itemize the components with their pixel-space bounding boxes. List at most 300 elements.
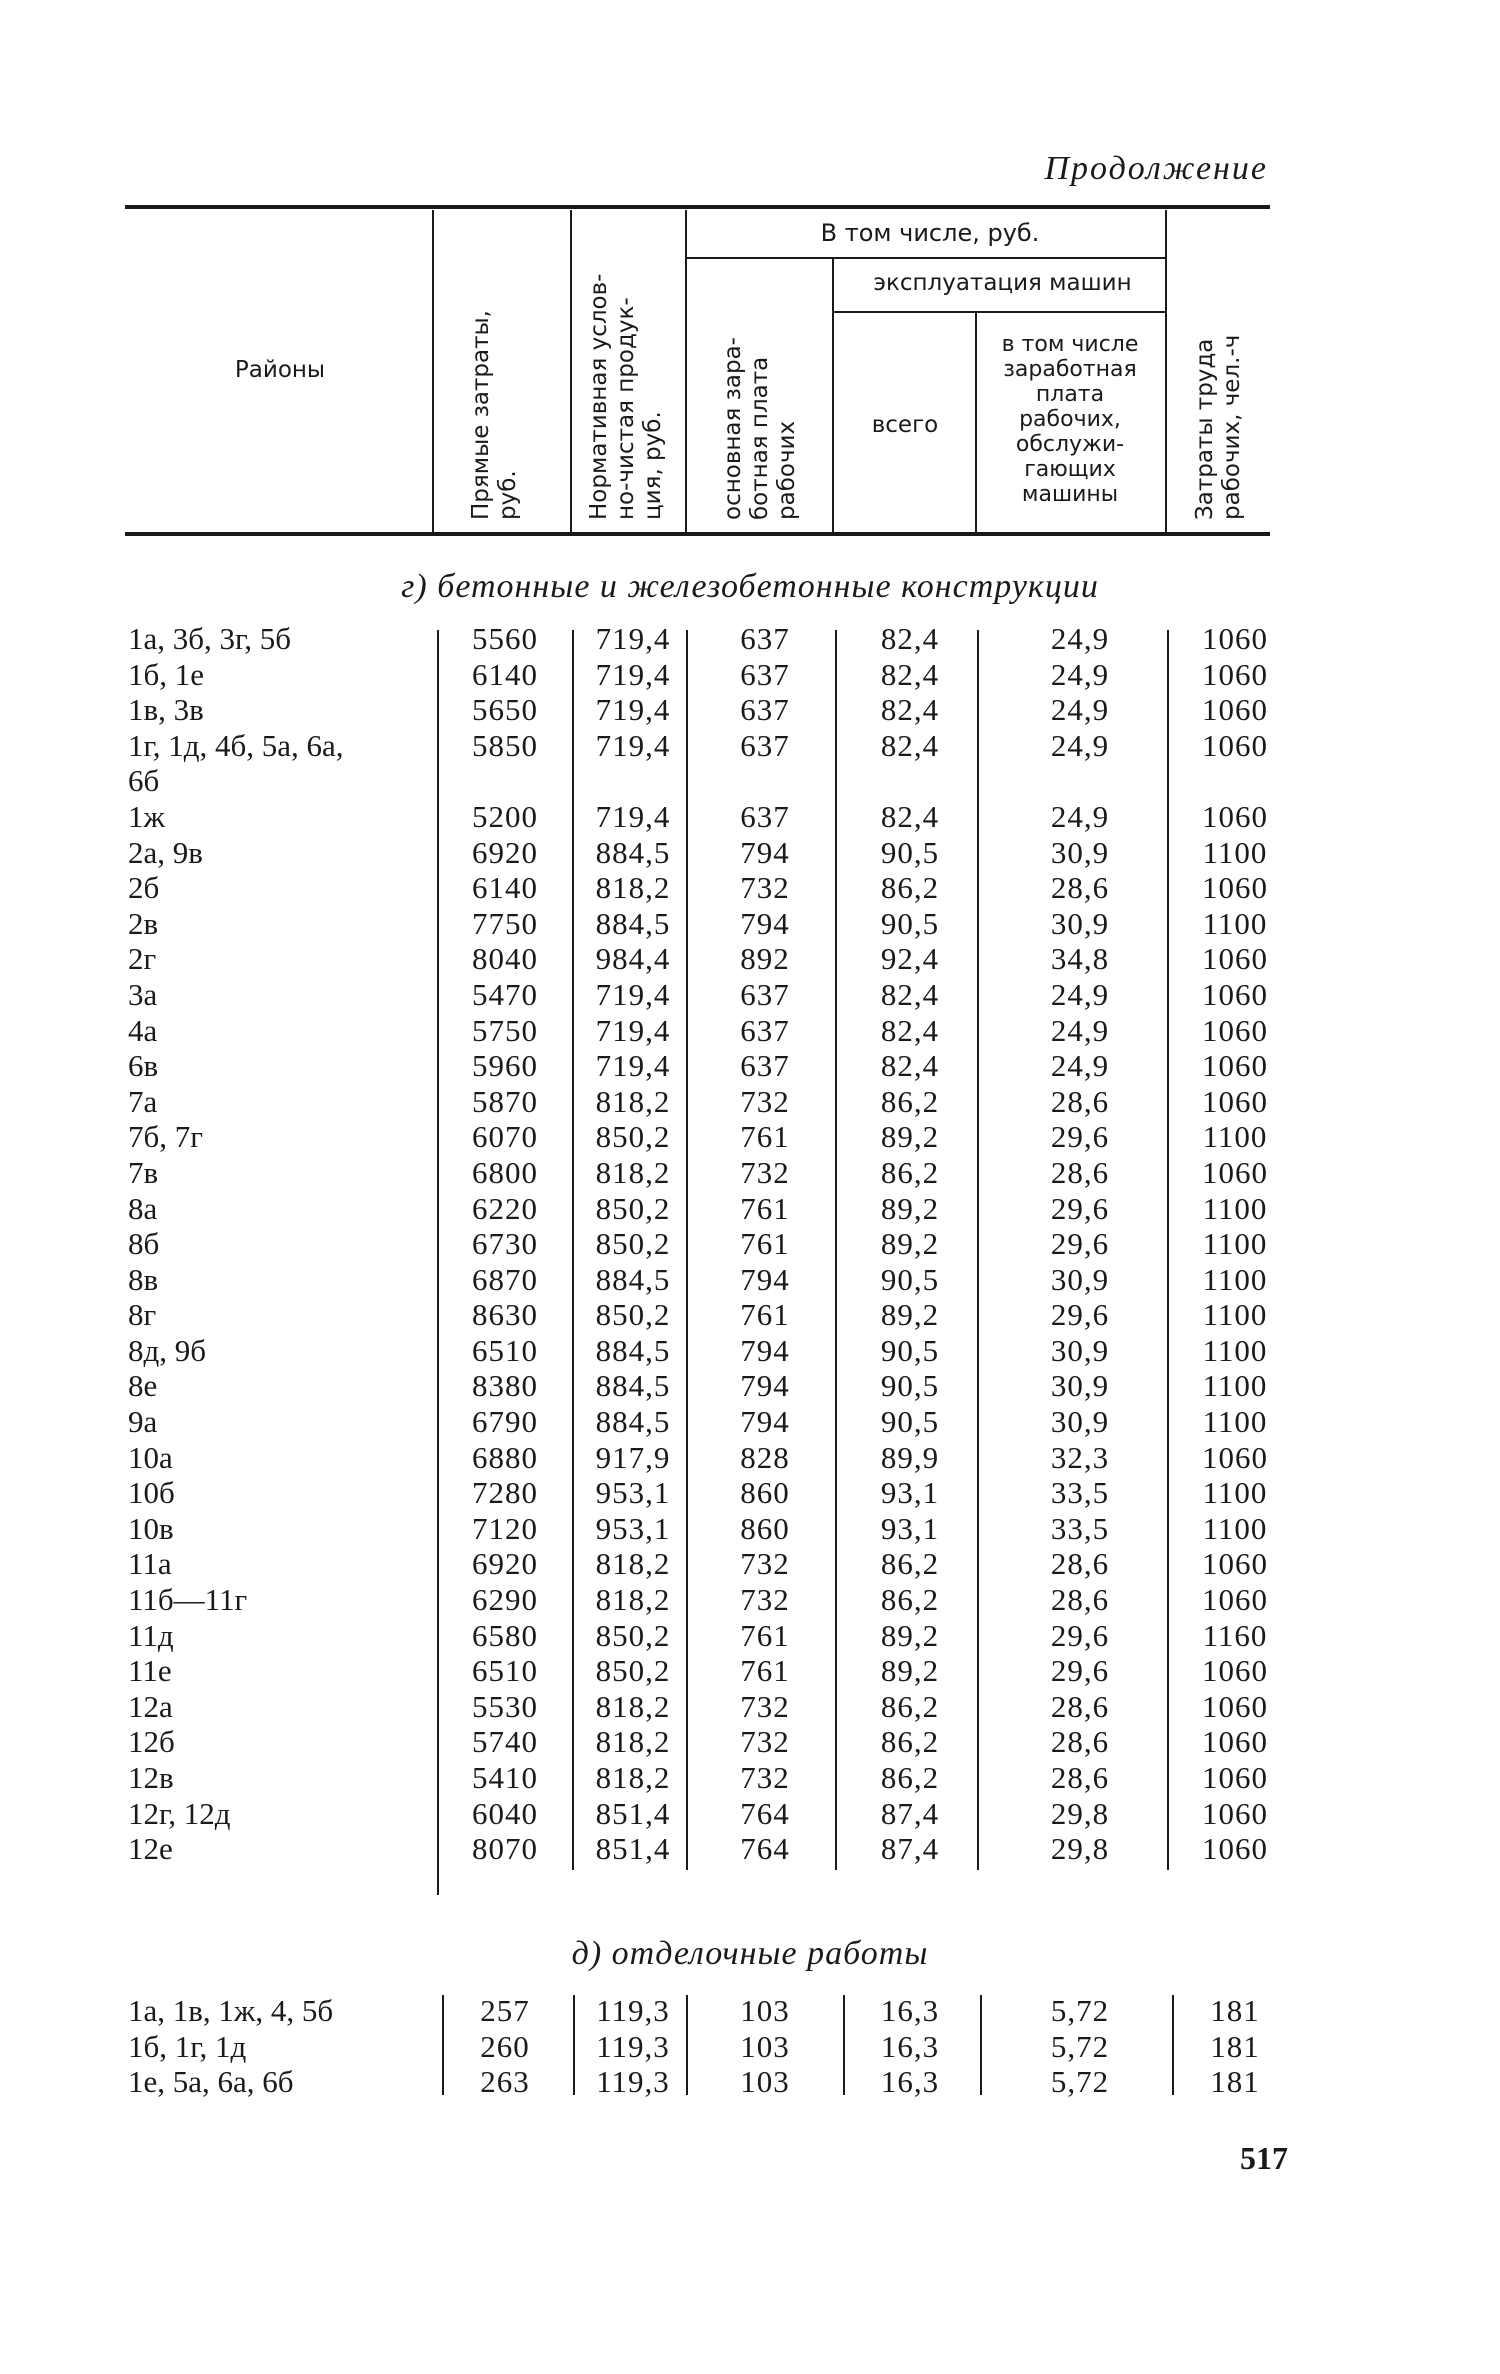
region-cell: 2в	[128, 905, 159, 941]
labor-costs-cell: 1060	[1202, 1688, 1268, 1724]
region-cell: 8е	[128, 1368, 158, 1404]
base-wages-cell: 637	[740, 798, 790, 834]
normative-output-cell: 884,5	[595, 905, 671, 941]
machine-total-cell: 90,5	[880, 905, 940, 941]
operator-wages-cell: 5,72	[1050, 2064, 1110, 2100]
normative-output-cell: 851,4	[595, 1795, 671, 1831]
direct-costs-cell: 8040	[472, 941, 538, 977]
machine-total-cell: 90,5	[880, 1261, 940, 1297]
direct-costs-cell: 6070	[472, 1119, 538, 1155]
normative-output-cell: 953,1	[595, 1475, 671, 1511]
machine-total-cell: 87,4	[880, 1831, 940, 1867]
operator-wages-cell: 30,9	[1050, 834, 1110, 870]
normative-output-cell: 884,5	[595, 834, 671, 870]
machine-total-cell: 86,2	[880, 1582, 940, 1618]
normative-output-cell: 850,2	[595, 1297, 671, 1333]
direct-costs-cell: 6920	[472, 834, 538, 870]
region-cell: 12б	[128, 1724, 175, 1760]
labor-costs-cell: 1060	[1202, 1831, 1268, 1867]
machine-total-cell: 86,2	[880, 1083, 940, 1119]
labor-costs-cell: 1100	[1202, 1475, 1268, 1511]
machine-total-cell: 86,2	[880, 1154, 940, 1190]
region-cell: 1а, 3б, 3г, 5б	[128, 621, 292, 656]
table-row	[0, 1404, 1500, 1440]
normative-output-cell: 818,2	[595, 1760, 671, 1795]
table-row	[0, 621, 1500, 657]
labor-costs-cell: 1060	[1202, 1582, 1268, 1618]
operator-wages-cell: 24,9	[1050, 656, 1110, 692]
base-wages-cell: 794	[740, 1332, 790, 1368]
region-cell: 6в	[128, 1048, 159, 1084]
region-cell: 8б	[128, 1226, 160, 1262]
operator-wages-cell: 29,8	[1050, 1795, 1110, 1831]
normative-output-cell: 850,2	[595, 1226, 671, 1262]
machine-total-cell: 90,5	[880, 1404, 940, 1440]
table-row	[0, 728, 1500, 799]
header-direct-costs: Прямые затраты, руб.	[468, 310, 521, 520]
base-wages-cell: 637	[740, 656, 790, 692]
table-row	[0, 657, 1500, 693]
direct-costs-cell: 5870	[472, 1083, 538, 1119]
labor-costs-cell: 1060	[1202, 1083, 1268, 1119]
normative-output-cell: 818,2	[595, 1688, 671, 1724]
direct-costs-cell: 5960	[472, 1048, 538, 1084]
region-cell: 1ж	[128, 798, 165, 834]
normative-output-cell: 719,4	[595, 976, 671, 1012]
labor-costs-cell: 1060	[1202, 1653, 1268, 1689]
machine-total-cell: 16,3	[880, 1993, 940, 2028]
base-wages-cell: 732	[740, 1546, 790, 1582]
machine-total-cell: 16,3	[880, 2064, 940, 2100]
operator-wages-cell: 28,6	[1050, 1083, 1110, 1119]
header-top-rule	[125, 205, 1270, 209]
base-wages-cell: 892	[740, 941, 790, 977]
normative-output-cell: 884,5	[595, 1261, 671, 1297]
machine-total-cell: 82,4	[880, 798, 940, 834]
base-wages-cell: 637	[740, 727, 790, 763]
table-row	[0, 1582, 1500, 1618]
base-wages-cell: 732	[740, 1760, 790, 1795]
table-row	[0, 977, 1500, 1013]
labor-costs-cell: 1060	[1202, 870, 1268, 906]
labor-costs-cell: 1060	[1202, 656, 1268, 692]
machine-total-cell: 89,2	[880, 1119, 940, 1155]
base-wages-cell: 828	[740, 1439, 790, 1475]
normative-output-cell: 851,4	[595, 1831, 671, 1867]
header-machine-operation: эксплуатация машин	[873, 270, 1132, 296]
base-wages-cell: 761	[740, 1297, 790, 1333]
machine-total-cell: 82,4	[880, 976, 940, 1012]
direct-costs-cell: 6510	[472, 1653, 538, 1689]
direct-costs-cell: 6040	[472, 1795, 538, 1831]
normative-output-cell: 884,5	[595, 1368, 671, 1404]
direct-costs-cell: 8070	[472, 1831, 538, 1867]
direct-costs-cell: 6140	[472, 656, 538, 692]
region-cell: 8д, 9б	[128, 1332, 207, 1368]
header-divider	[975, 312, 977, 532]
normative-output-cell: 884,5	[595, 1404, 671, 1440]
header-divider	[432, 210, 434, 532]
normative-output-cell: 818,2	[595, 1083, 671, 1119]
machine-total-cell: 89,2	[880, 1653, 940, 1689]
labor-costs-cell: 1060	[1202, 1795, 1268, 1831]
machine-total-cell: 86,2	[880, 870, 940, 906]
normative-output-cell: 719,4	[595, 692, 671, 728]
labor-costs-cell: 1100	[1202, 1297, 1268, 1333]
normative-output-cell: 119,3	[596, 1993, 670, 2028]
table-row	[0, 1013, 1500, 1049]
table-row	[0, 1724, 1500, 1760]
normative-output-cell: 818,2	[595, 1724, 671, 1760]
operator-wages-cell: 30,9	[1050, 1261, 1110, 1297]
labor-costs-cell: 181	[1210, 1993, 1260, 2028]
machine-total-cell: 87,4	[880, 1795, 940, 1831]
base-wages-cell: 732	[740, 1582, 790, 1618]
machine-total-cell: 86,2	[880, 1724, 940, 1760]
table-row	[0, 1760, 1500, 1796]
direct-costs-cell: 6790	[472, 1404, 538, 1440]
operator-wages-cell: 29,8	[1050, 1831, 1110, 1867]
operator-wages-cell: 33,5	[1050, 1475, 1110, 1511]
base-wages-cell: 732	[740, 870, 790, 906]
table-row	[0, 1618, 1500, 1654]
table-row	[0, 1511, 1500, 1547]
region-cell: 7б, 7г	[128, 1119, 203, 1155]
region-cell: 3а	[128, 976, 158, 1012]
base-wages-cell: 764	[740, 1795, 790, 1831]
region-cell: 8в	[128, 1261, 159, 1297]
machine-total-cell: 89,2	[880, 1617, 940, 1653]
labor-costs-cell: 181	[1210, 2064, 1260, 2100]
base-wages-cell: 761	[740, 1190, 790, 1226]
operator-wages-cell: 32,3	[1050, 1439, 1110, 1475]
header-operator-wages: в том числе заработная плата рабочих, обслужи- гающих машины	[1001, 332, 1139, 507]
machine-total-cell: 89,2	[880, 1297, 940, 1333]
region-cell: 12в	[128, 1760, 174, 1795]
operator-wages-cell: 28,6	[1050, 1154, 1110, 1190]
direct-costs-cell: 7280	[472, 1475, 538, 1511]
table-row	[0, 1993, 1500, 2029]
labor-costs-cell: 1100	[1202, 1332, 1268, 1368]
normative-output-cell: 719,4	[595, 798, 671, 834]
table-row	[0, 2029, 1500, 2065]
region-cell: 10б	[128, 1475, 175, 1511]
operator-wages-cell: 28,6	[1050, 1688, 1110, 1724]
base-wages-cell: 732	[740, 1688, 790, 1724]
direct-costs-cell: 5530	[472, 1688, 538, 1724]
page-number: 517	[1240, 2140, 1288, 2176]
region-cell: 8а	[128, 1190, 158, 1226]
machine-total-cell: 82,4	[880, 692, 940, 728]
machine-total-cell: 89,2	[880, 1226, 940, 1262]
continued-label: Продолжение	[1044, 150, 1268, 187]
operator-wages-cell: 29,6	[1050, 1653, 1110, 1689]
operator-wages-cell: 28,6	[1050, 1760, 1110, 1795]
operator-wages-cell: 30,9	[1050, 905, 1110, 941]
table-row	[0, 1119, 1500, 1155]
labor-costs-cell: 1060	[1202, 1439, 1268, 1475]
header-bottom-rule	[125, 532, 1270, 536]
normative-output-cell: 818,2	[595, 870, 671, 906]
labor-costs-cell: 1100	[1202, 1404, 1268, 1440]
labor-costs-cell: 1060	[1202, 727, 1268, 763]
machine-total-cell: 82,4	[880, 656, 940, 692]
normative-output-cell: 917,9	[595, 1439, 671, 1475]
base-wages-cell: 860	[740, 1510, 790, 1546]
table-row	[0, 692, 1500, 728]
machine-total-cell: 86,2	[880, 1546, 940, 1582]
region-cell: 9а	[128, 1404, 158, 1440]
labor-costs-cell: 1060	[1202, 692, 1268, 728]
labor-costs-cell: 1160	[1202, 1617, 1268, 1653]
labor-costs-cell: 1060	[1202, 941, 1268, 977]
operator-wages-cell: 24,9	[1050, 1048, 1110, 1084]
region-cell: 12а	[128, 1688, 173, 1724]
table-row	[0, 1475, 1500, 1511]
labor-costs-cell: 1060	[1202, 1012, 1268, 1048]
normative-output-cell: 850,2	[595, 1617, 671, 1653]
table-row	[0, 1191, 1500, 1227]
operator-wages-cell: 28,6	[1050, 1582, 1110, 1618]
machine-total-cell: 89,2	[880, 1190, 940, 1226]
machine-total-cell: 86,2	[880, 1760, 940, 1795]
machine-total-cell: 92,4	[880, 941, 940, 977]
operator-wages-cell: 5,72	[1050, 2028, 1110, 2064]
table-row	[0, 1262, 1500, 1298]
normative-output-cell: 984,4	[595, 941, 671, 977]
machine-total-cell: 90,5	[880, 1332, 940, 1368]
direct-costs-cell: 6870	[472, 1261, 538, 1297]
labor-costs-cell: 1100	[1202, 1226, 1268, 1262]
labor-costs-cell: 1100	[1202, 905, 1268, 941]
direct-costs-cell: 6290	[472, 1582, 538, 1618]
normative-output-cell: 719,4	[595, 621, 671, 656]
normative-output-cell: 850,2	[595, 1119, 671, 1155]
normative-output-cell: 719,4	[595, 656, 671, 692]
header-divider	[832, 258, 834, 532]
normative-output-cell: 719,4	[595, 727, 671, 763]
region-cell: 4а	[128, 1012, 158, 1048]
direct-costs-cell: 260	[480, 2028, 530, 2064]
region-cell: 11д	[128, 1617, 174, 1653]
base-wages-cell: 103	[740, 2028, 790, 2064]
table-row	[0, 1297, 1500, 1333]
direct-costs-cell: 8380	[472, 1368, 538, 1404]
normative-output-cell: 818,2	[595, 1546, 671, 1582]
labor-costs-cell: 1060	[1202, 1724, 1268, 1760]
region-cell: 1г, 1д, 4б, 5а, 6а, 6б	[128, 727, 344, 799]
machine-total-cell: 90,5	[880, 1368, 940, 1404]
region-cell: 2б	[128, 870, 160, 906]
operator-wages-cell: 28,6	[1050, 1546, 1110, 1582]
operator-wages-cell: 30,9	[1050, 1368, 1110, 1404]
labor-costs-cell: 1060	[1202, 1546, 1268, 1582]
labor-costs-cell: 1100	[1202, 1190, 1268, 1226]
table-row	[0, 941, 1500, 977]
base-wages-cell: 103	[740, 2064, 790, 2100]
direct-costs-cell: 6220	[472, 1190, 538, 1226]
region-cell: 12г, 12д	[128, 1795, 231, 1831]
table-row	[0, 870, 1500, 906]
normative-output-cell: 719,4	[595, 1012, 671, 1048]
table-row	[0, 1440, 1500, 1476]
header-total: всего	[871, 412, 939, 438]
table-row	[0, 1796, 1500, 1832]
base-wages-cell: 860	[740, 1475, 790, 1511]
labor-costs-cell: 181	[1210, 2028, 1260, 2064]
region-cell: 2г	[128, 941, 157, 977]
operator-wages-cell: 24,9	[1050, 727, 1110, 763]
base-wages-cell: 794	[740, 1368, 790, 1404]
operator-wages-cell: 28,6	[1050, 870, 1110, 906]
labor-costs-cell: 1060	[1202, 976, 1268, 1012]
base-wages-cell: 794	[740, 1261, 790, 1297]
operator-wages-cell: 28,6	[1050, 1724, 1110, 1760]
normative-output-cell: 850,2	[595, 1190, 671, 1226]
direct-costs-cell: 5850	[472, 727, 538, 763]
base-wages-cell: 761	[740, 1653, 790, 1689]
direct-costs-cell: 263	[480, 2064, 530, 2100]
base-wages-cell: 637	[740, 976, 790, 1012]
operator-wages-cell: 30,9	[1050, 1332, 1110, 1368]
normative-output-cell: 884,5	[595, 1332, 671, 1368]
base-wages-cell: 761	[740, 1119, 790, 1155]
direct-costs-cell: 5650	[472, 692, 538, 728]
labor-costs-cell: 1100	[1202, 1261, 1268, 1297]
direct-costs-cell: 6140	[472, 870, 538, 906]
region-cell: 11а	[128, 1546, 172, 1582]
direct-costs-cell: 6800	[472, 1154, 538, 1190]
normative-output-cell: 719,4	[595, 1048, 671, 1084]
direct-costs-cell: 5750	[472, 1012, 538, 1048]
base-wages-cell: 637	[740, 1012, 790, 1048]
header-including-group: В том числе, руб.	[820, 219, 1040, 247]
table-row	[0, 1084, 1500, 1120]
base-wages-cell: 732	[740, 1154, 790, 1190]
machine-total-cell: 16,3	[880, 2028, 940, 2064]
table-row	[0, 1368, 1500, 1404]
direct-costs-cell: 6580	[472, 1617, 538, 1653]
direct-costs-cell: 7750	[472, 905, 538, 941]
operator-wages-cell: 24,9	[1050, 621, 1110, 656]
table-row	[0, 835, 1500, 871]
machine-total-cell: 82,4	[880, 1012, 940, 1048]
machine-total-cell: 90,5	[880, 834, 940, 870]
table-row	[0, 1155, 1500, 1191]
header-labor-costs: Затраты труда рабочих, чел.-ч	[1192, 334, 1245, 520]
base-wages-cell: 794	[740, 834, 790, 870]
header-regions: Районы	[234, 357, 326, 383]
base-wages-cell: 637	[740, 1048, 790, 1084]
table-row	[0, 906, 1500, 942]
table-row	[0, 1333, 1500, 1369]
header-subrule	[832, 311, 1165, 313]
table-row	[0, 1831, 1500, 1867]
machine-total-cell: 93,1	[880, 1510, 940, 1546]
labor-costs-cell: 1100	[1202, 1368, 1268, 1404]
table-row	[0, 1653, 1500, 1689]
base-wages-cell: 732	[740, 1724, 790, 1760]
table-row	[0, 1546, 1500, 1582]
normative-output-cell: 953,1	[595, 1510, 671, 1546]
region-cell: 12е	[128, 1831, 173, 1867]
header-divider	[1165, 210, 1167, 532]
base-wages-cell: 761	[740, 1226, 790, 1262]
table-row	[0, 2064, 1500, 2100]
direct-costs-cell: 6920	[472, 1546, 538, 1582]
region-cell: 11б—11г	[128, 1582, 248, 1618]
operator-wages-cell: 29,6	[1050, 1297, 1110, 1333]
normative-output-cell: 119,3	[596, 2028, 670, 2064]
direct-costs-cell: 5560	[472, 621, 538, 656]
operator-wages-cell: 33,5	[1050, 1510, 1110, 1546]
operator-wages-cell: 5,72	[1050, 1993, 1110, 2028]
base-wages-cell: 637	[740, 621, 790, 656]
base-wages-cell: 637	[740, 692, 790, 728]
finishing-table-body	[0, 1993, 1500, 2100]
concrete-table-body	[0, 621, 1500, 1867]
operator-wages-cell: 34,8	[1050, 941, 1110, 977]
operator-wages-cell: 29,6	[1050, 1119, 1110, 1155]
normative-output-cell: 818,2	[595, 1582, 671, 1618]
direct-costs-cell: 5740	[472, 1724, 538, 1760]
operator-wages-cell: 24,9	[1050, 798, 1110, 834]
labor-costs-cell: 1100	[1202, 1119, 1268, 1155]
region-cell: 10а	[128, 1439, 173, 1475]
operator-wages-cell: 29,6	[1050, 1190, 1110, 1226]
labor-costs-cell: 1100	[1202, 834, 1268, 870]
labor-costs-cell: 1060	[1202, 621, 1268, 656]
machine-total-cell: 82,4	[880, 1048, 940, 1084]
operator-wages-cell: 29,6	[1050, 1226, 1110, 1262]
labor-costs-cell: 1100	[1202, 1510, 1268, 1546]
table-row	[0, 1689, 1500, 1725]
direct-costs-cell: 6730	[472, 1226, 538, 1262]
table-row	[0, 1048, 1500, 1084]
section-title-finishing: д) отделочные работы	[571, 1935, 929, 1972]
normative-output-cell: 850,2	[595, 1653, 671, 1689]
direct-costs-cell: 257	[480, 1993, 530, 2028]
normative-output-cell: 818,2	[595, 1154, 671, 1190]
region-cell: 7а	[128, 1083, 158, 1119]
region-cell: 8г	[128, 1297, 157, 1333]
base-wages-cell: 794	[740, 905, 790, 941]
labor-costs-cell: 1060	[1202, 798, 1268, 834]
labor-costs-cell: 1060	[1202, 1048, 1268, 1084]
normative-output-cell: 119,3	[596, 2064, 670, 2100]
region-cell: 1а, 1в, 1ж, 4, 5б	[128, 1993, 334, 2028]
base-wages-cell: 103	[740, 1993, 790, 2028]
direct-costs-cell: 8630	[472, 1297, 538, 1333]
section-title-concrete: г) бетонные и железобетонные конструкции	[401, 568, 1099, 605]
region-cell: 11е	[128, 1653, 172, 1689]
header-normative-output: Нормативная услов- но-чистая продук- ция, руб.	[586, 273, 666, 520]
machine-total-cell: 86,2	[880, 1688, 940, 1724]
base-wages-cell: 794	[740, 1404, 790, 1440]
region-cell: 7в	[128, 1154, 159, 1190]
direct-costs-cell: 6880	[472, 1439, 538, 1475]
base-wages-cell: 732	[740, 1083, 790, 1119]
table-row	[0, 1226, 1500, 1262]
labor-costs-cell: 1060	[1202, 1760, 1268, 1795]
region-cell: 1б, 1е	[128, 656, 205, 692]
machine-total-cell: 89,9	[880, 1439, 940, 1475]
operator-wages-cell: 29,6	[1050, 1617, 1110, 1653]
direct-costs-cell: 5410	[472, 1760, 538, 1795]
machine-total-cell: 82,4	[880, 621, 940, 656]
header-subrule	[685, 257, 1165, 259]
direct-costs-cell: 6510	[472, 1332, 538, 1368]
